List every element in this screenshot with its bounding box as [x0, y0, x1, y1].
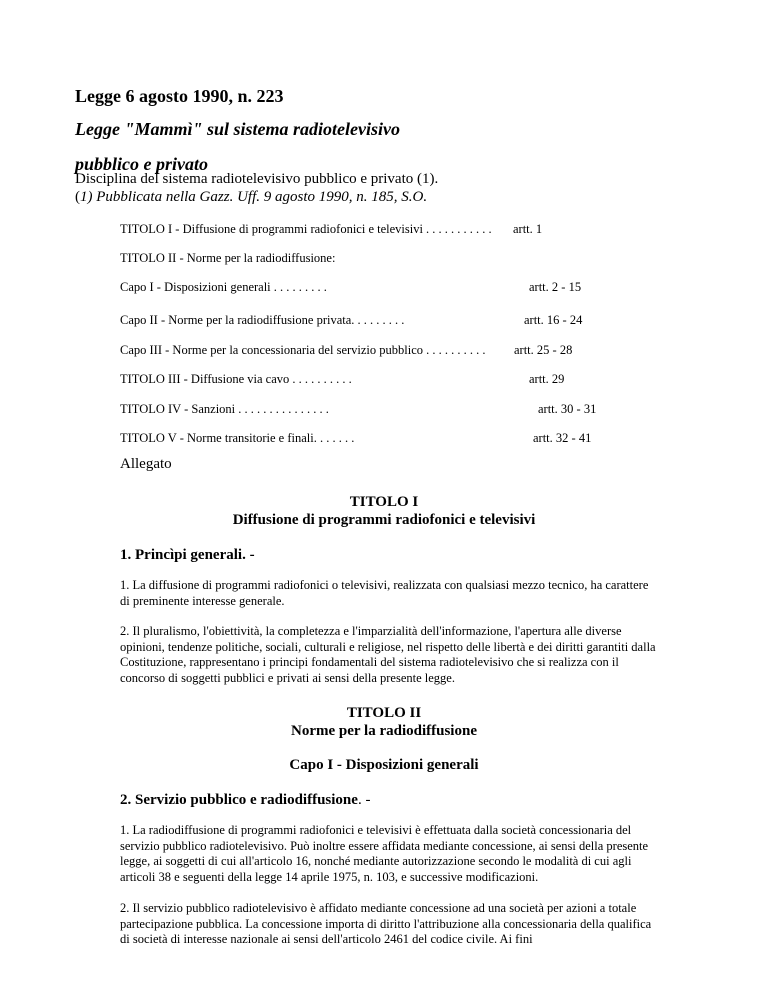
law-description: Disciplina del sistema radiotelevisivo pubblico e privato (1).	[75, 171, 439, 187]
article1-paragraph-1: 1. La diffusione di programmi radiofonici o televisivi, realizzata con qualsiasi mezzo tecnico, ha carattere di preminente interesse generale.	[120, 578, 649, 608]
toc-ref-capo2: artt. 16 - 24	[524, 313, 583, 327]
capo1-heading: Capo I - Disposizioni generali	[289, 757, 479, 773]
note-text: ) Pubblicata nella Gazz. Uff. 9 agosto 1990, n. 185, S.O.	[87, 189, 428, 205]
toc-entry-capo3: Capo III - Norme per la concessionaria del servizio pubblico . . . . . . . . . .	[120, 343, 486, 357]
article2-paragraph-2: 2. Il servizio pubblico radiotelevisivo è affidato mediante concessione ad una società per azioni a totale partecipazione pubblica. La concessione importa di diritto l'attribuzione alla concessionaria della qualifica di società di interesse nazionale ai sensi dell'articolo 2461 del codice civile. Ai fini	[120, 901, 652, 947]
law-subtitle-line2: pubblico e privato	[75, 154, 208, 174]
toc-ref-titolo5: artt. 32 - 41	[533, 431, 592, 445]
toc-entry-capo1: Capo I - Disposizioni generali . . . . . . . . .	[120, 280, 327, 294]
toc-ref-titolo1: artt. 1	[513, 222, 543, 236]
titolo1-subheading: Diffusione di programmi radiofonici e televisivi	[232, 512, 536, 528]
titolo1-heading: TITOLO I	[349, 494, 419, 510]
toc-ref-titolo3: artt. 29	[529, 372, 565, 386]
toc-ref-titolo4: artt. 30 - 31	[538, 402, 597, 416]
law-title: Legge 6 agosto 1990, n. 223	[75, 86, 284, 106]
law-subtitle-line1: Legge "Mammì" sul sistema radiotelevisivo	[75, 119, 400, 139]
toc-ref-capo1: artt. 2 - 15	[529, 280, 582, 294]
titolo2-subheading: Norme per la radiodiffusione	[291, 723, 477, 739]
publication-note	[75, 188, 427, 206]
allegato-label: Allegato	[120, 456, 172, 472]
article2-title	[120, 792, 370, 809]
toc-entry-capo2: Capo II - Norme per la radiodiffusione privata. . . . . . . . .	[120, 313, 405, 327]
article1-title: 1. Princìpi generali. -	[120, 547, 255, 563]
note-open-paren: (	[75, 189, 80, 205]
article2-title-text: 2. Servizio pubblico e radiodiffusione	[120, 792, 358, 808]
article2-title-suffix: . -	[357, 792, 371, 808]
toc-ref-capo3: artt. 25 - 28	[514, 343, 573, 357]
toc-entry-titolo5: TITOLO V - Norme transitorie e finali. . . . . . .	[120, 431, 355, 445]
toc-entry-titolo1: TITOLO I - Diffusione di programmi radiofonici e televisivi . . . . . . . . . . .	[120, 222, 492, 236]
titolo2-heading: TITOLO II	[346, 705, 422, 721]
toc-entry-titolo4: TITOLO IV - Sanzioni . . . . . . . . . . . . . . .	[120, 402, 329, 416]
article2-paragraph-1: 1. La radiodiffusione di programmi radiofonici e televisivi è effettuata dalla società concessionaria del servizio pubblico radiotelevisivo. Può inoltre essere affidata mediante concessione, ai sensi della presente legge, ai soggetti di cui all'articolo 16, nonché mediante autorizzazione secondo le modalità di cui agli articoli 38 e seguenti della legge 14 aprile 1975, n. 103, e successive modificazioni.	[120, 823, 649, 884]
article1-paragraph-2: 2. Il pluralismo, l'obiettività, la completezza e l'imparzialità dell'informazione, l'apertura alle diverse opinioni, tendenze politiche, sociali, culturali e religiose, nel rispetto delle libertà e dei diritti garantiti dalla Costituzione, rappresentano i principi fondamentali del sistema radiotelevisivo che si realizza con il concorso di soggetti pubblici e privati ai sensi della presente legge.	[120, 624, 656, 685]
toc-entry-titolo3: TITOLO III - Diffusione via cavo . . . . . . . . . .	[120, 372, 352, 386]
toc-entry-titolo2: TITOLO II - Norme per la radiodiffusione:	[120, 251, 336, 265]
note-number: 1	[80, 189, 88, 205]
